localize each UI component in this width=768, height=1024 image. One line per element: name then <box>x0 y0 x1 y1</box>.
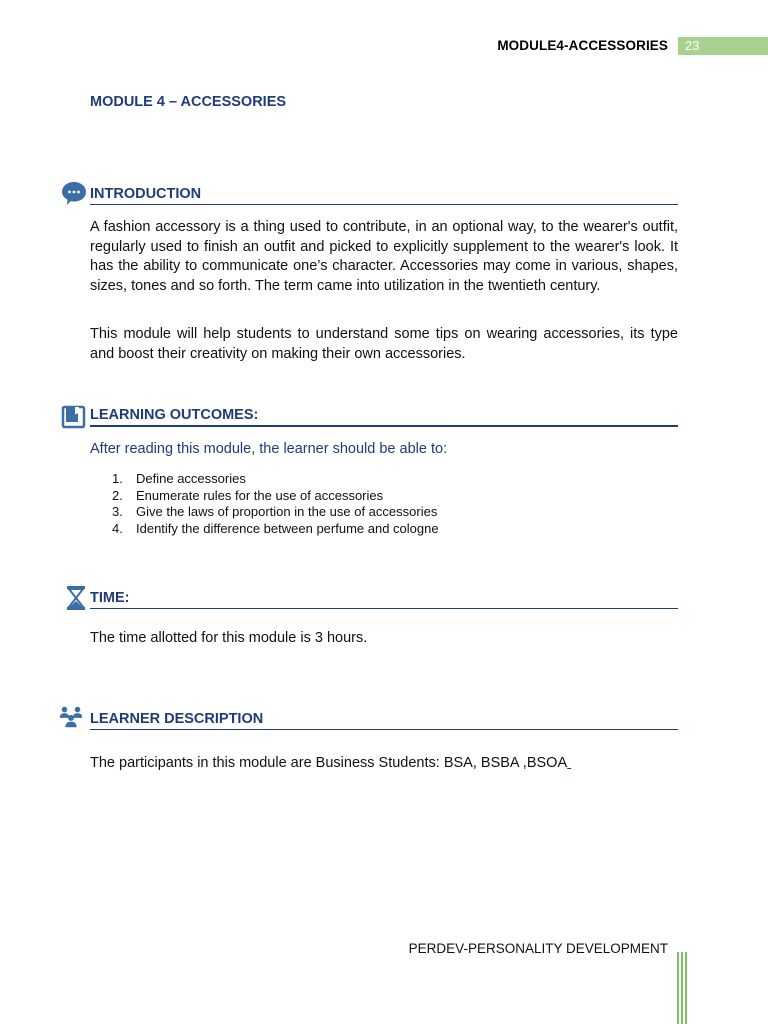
list-item-number: 3. <box>112 504 123 519</box>
list-item-text: Identify the difference between perfume and cologne <box>136 520 439 536</box>
learning-outcomes-heading: LEARNING OUTCOMES: <box>90 407 678 427</box>
footer-divider-line <box>685 952 687 1024</box>
footer-divider-line <box>677 952 679 1024</box>
list-item-text: Enumerate rules for the use of accessories <box>136 487 384 503</box>
list-item <box>112 504 439 521</box>
list-item-text: Give the laws of proportion in the use of accessories <box>136 504 438 519</box>
list-item-number: 2. <box>112 487 123 503</box>
footer-text: PERDEV-PERSONALITY DEVELOPMENT <box>408 941 668 956</box>
book-icon <box>61 404 87 430</box>
speech-bubble-icon <box>61 180 87 206</box>
introduction-paragraph-2: This module will help students to understand some tips on wearing accessories, its type and boost their creativity on making their own accessories. <box>90 326 678 362</box>
list-item <box>112 471 439 488</box>
group-icon <box>58 704 84 730</box>
learner-description-heading: LEARNER DESCRIPTION <box>90 711 678 730</box>
time-text: The time allotted for this module is 3 hours. <box>90 630 368 646</box>
learning-outcomes-intro: After reading this module, the learner should be able to: <box>90 441 448 457</box>
introduction-paragraph-1: A fashion accessory is a thing used to contribute, in an optional way, to the wearer's outfit, regularly used to finish an outfit and picked to explicitly supplement to the wearer's look. It has the ability to communicate one’s character. Accessories may come in various, shapes, sizes, tones and so forth. The term came into utilization in the twentieth century. <box>90 219 678 294</box>
introduction-heading: INTRODUCTION <box>90 186 678 205</box>
learning-outcomes-list <box>112 471 439 537</box>
list-item-text: Define accessories <box>136 471 246 486</box>
module-title: MODULE 4 – ACCESSORIES <box>90 94 287 110</box>
list-item-number: 4. <box>112 520 123 536</box>
list-item <box>112 521 439 538</box>
hourglass-icon <box>63 585 89 611</box>
time-heading: TIME: <box>90 590 678 609</box>
list-item-number: 1. <box>112 471 123 486</box>
footer-divider-line <box>681 952 683 1024</box>
learner-description-text: The participants in this module are Business Students: BSA, BSBA ,BSOA <box>90 755 568 771</box>
page-number: 23 <box>678 37 768 55</box>
running-header-title: MODULE4-ACCESSORIES <box>497 38 668 53</box>
list-item <box>112 488 439 505</box>
